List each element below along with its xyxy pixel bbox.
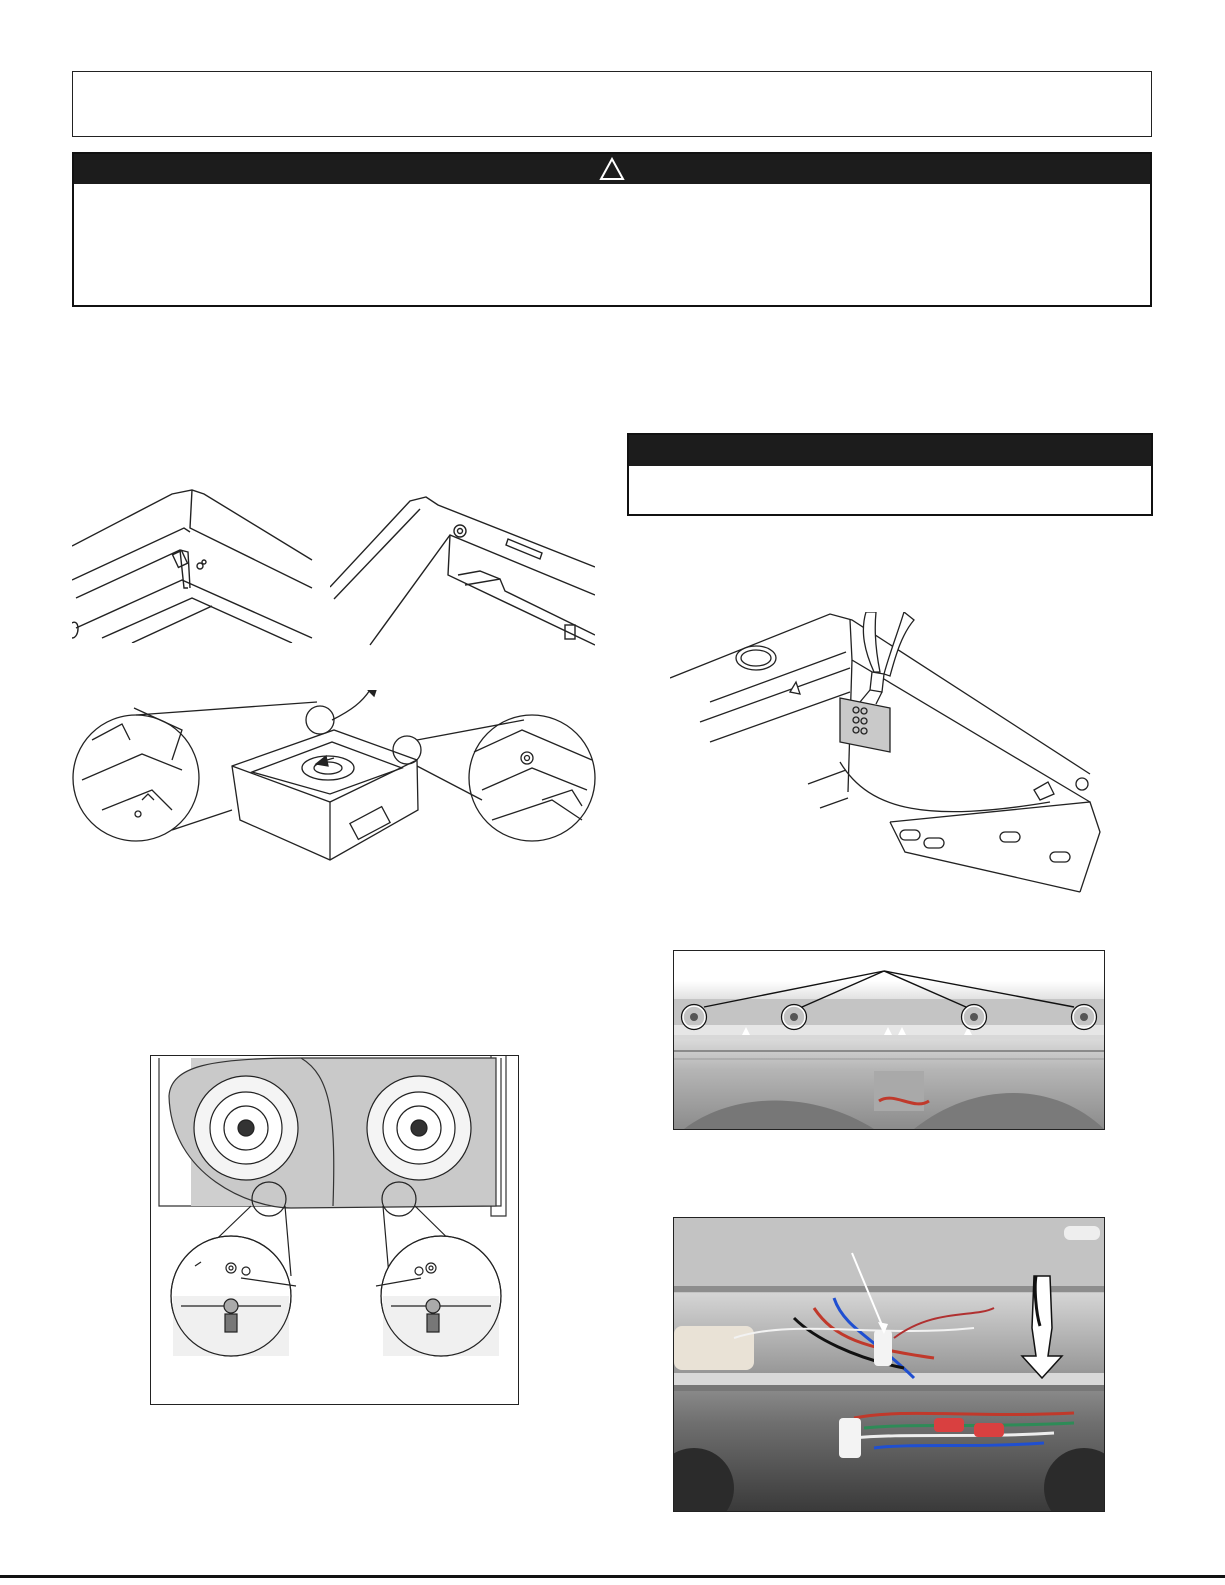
warning-triangle-icon bbox=[599, 157, 625, 181]
warning-header-bar bbox=[74, 154, 1150, 184]
figure-blower-plate bbox=[150, 1055, 519, 1405]
figure-pliers-label bbox=[670, 612, 1120, 902]
figure-hood-with-callouts bbox=[72, 690, 597, 875]
top-note-box bbox=[72, 71, 1152, 137]
photo-wiring-screwdriver bbox=[673, 1217, 1105, 1512]
bottom-rule bbox=[0, 1575, 1225, 1578]
warning-box bbox=[72, 152, 1152, 307]
figure-top-right-corner bbox=[330, 495, 595, 650]
caution-box bbox=[627, 433, 1153, 516]
figure-top-left-corner bbox=[72, 488, 317, 643]
photo-screws-circled bbox=[673, 950, 1105, 1130]
caution-header-bar bbox=[629, 435, 1151, 466]
